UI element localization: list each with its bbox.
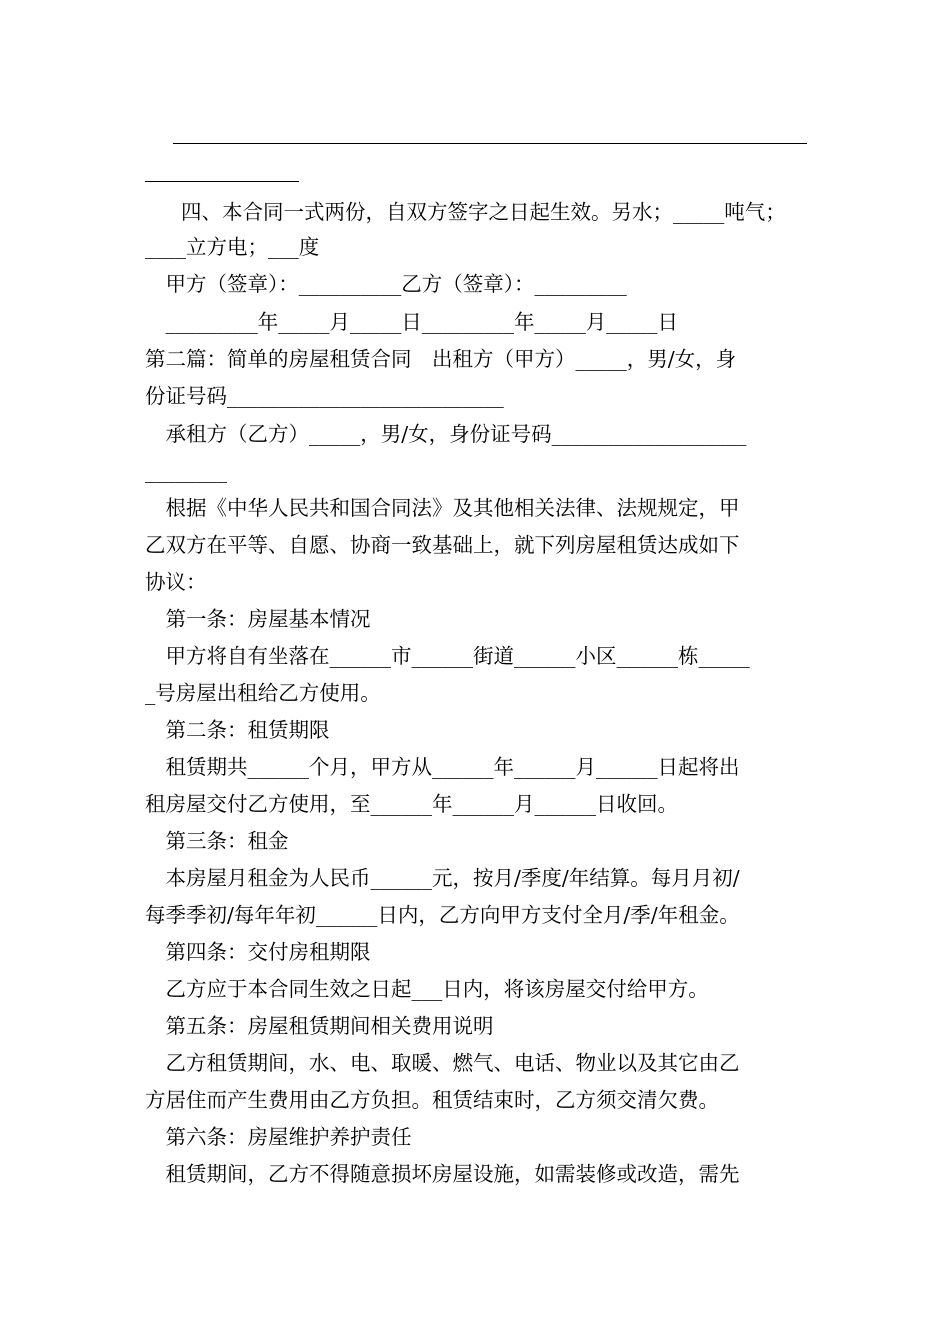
- lessee-id-continued-line: ________: [145, 459, 227, 483]
- article-two-body-2: 租房屋交付乙方使用，至______年______月______日收回。: [145, 792, 678, 816]
- blank-underline-top: [173, 143, 807, 144]
- lessee-line: 承租方（乙方）_____，男/女，身份证号码___________________: [145, 422, 747, 446]
- preamble-line-3: 协议：: [145, 570, 207, 594]
- section-two-title-line: 第二篇：简单的房屋租赁合同 出租方（甲方）_____，男/女，身: [145, 347, 737, 371]
- article-five-body-1: 乙方租赁期间，水、电、取暖、燃气、电话、物业以及其它由乙: [145, 1051, 740, 1075]
- article-three-heading: 第三条：租金: [145, 829, 289, 853]
- lessor-id-line: 份证号码___________________________: [145, 384, 504, 408]
- clause-four-effective-line: 四、本合同一式两份，自双方签字之日起生效。另水；_____吨气；: [140, 200, 786, 224]
- article-one-body-1: 甲方将自有坐落在______市______街道______小区______栋_____: [145, 644, 750, 668]
- signature-date-line: _________年_____月_____日_________年_____月_____日: [145, 310, 678, 334]
- article-five-body-2: 方居住而产生费用由乙方负担。租赁结束时，乙方须交清欠费。: [145, 1088, 719, 1112]
- preamble-line-1: 根据《中华人民共和国合同法》及其他相关法律、法规规定，甲: [145, 496, 740, 520]
- article-two-body-1: 租赁期共______个月，甲方从______年______月______日起将出: [145, 755, 740, 779]
- article-four-heading: 第四条：交付房租期限: [145, 940, 371, 964]
- article-one-body-2: _号房屋出租给乙方使用。: [145, 681, 381, 705]
- article-six-heading: 第六条：房屋维护养护责任: [145, 1125, 412, 1149]
- article-one-heading: 第一条：房屋基本情况: [145, 607, 371, 631]
- blank-underline-top-continued: [145, 181, 299, 182]
- signature-line: 甲方（签章）：__________乙方（签章）：_________: [145, 272, 627, 296]
- article-four-body: 乙方应于本合同生效之日起___日内，将该房屋交付给甲方。: [145, 977, 709, 1001]
- article-three-body-2: 每季季初/每年年初______日内，乙方向甲方支付全月/季/年租金。: [145, 903, 740, 927]
- article-six-body-1: 租赁期间，乙方不得随意损坏房屋设施，如需装修或改造，需先: [145, 1162, 740, 1186]
- article-two-heading: 第二条：租赁期限: [145, 718, 330, 742]
- article-five-heading: 第五条：房屋租赁期间相关费用说明: [145, 1014, 494, 1038]
- preamble-line-2: 乙双方在平等、自愿、协商一致基础上，就下列房屋租赁达成如下: [145, 533, 740, 557]
- article-three-body-1: 本房屋月租金为人民币______元，按月/季度/年结算。每月月初/: [145, 866, 740, 890]
- utility-reading-line: ____立方电；___度: [145, 235, 320, 259]
